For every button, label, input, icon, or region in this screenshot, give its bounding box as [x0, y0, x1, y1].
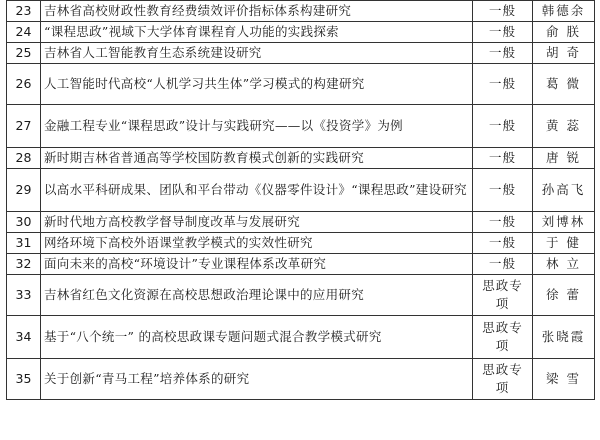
row-number: 28	[7, 148, 41, 169]
row-number: 35	[7, 359, 41, 400]
project-category: 一般	[473, 169, 533, 212]
row-number: 23	[7, 1, 41, 22]
project-title: 以高水平科研成果、团队和平台带动《仪器零件设计》“课程思政”建设研究	[41, 169, 473, 212]
table-row	[7, 275, 595, 316]
project-title: 关于创新“青马工程”培养体系的研究	[41, 359, 473, 400]
project-category: 思政专项	[473, 275, 533, 316]
project-title: 新时代地方高校教学督导制度改革与发展研究	[41, 212, 473, 233]
project-category: 一般	[473, 233, 533, 254]
project-title: “课程思政”视域下大学体育课程育人功能的实践探索	[41, 22, 473, 43]
project-title: 金融工程专业“课程思政”设计与实践研究——以《投资学》为例	[41, 105, 473, 148]
project-leader: 葛 微	[533, 64, 595, 105]
project-leader: 俞 朕	[533, 22, 595, 43]
project-title: 吉林省人工智能教育生态系统建设研究	[41, 43, 473, 64]
project-title: 吉林省红色文化资源在高校思想政治理论课中的应用研究	[41, 275, 473, 316]
project-leader: 黄 蕊	[533, 105, 595, 148]
project-leader: 张晓霞	[533, 316, 595, 359]
row-number: 26	[7, 64, 41, 105]
project-category: 一般	[473, 64, 533, 105]
project-leader: 孙高飞	[533, 169, 595, 212]
row-number: 29	[7, 169, 41, 212]
project-leader: 梁 雪	[533, 359, 595, 400]
table-row	[7, 64, 595, 105]
row-number: 30	[7, 212, 41, 233]
project-category: 一般	[473, 1, 533, 22]
project-category: 一般	[473, 43, 533, 64]
project-leader: 林 立	[533, 254, 595, 275]
project-title: 吉林省高校财政性教育经费绩效评价指标体系构建研究	[41, 1, 473, 22]
project-category: 一般	[473, 148, 533, 169]
project-title: 基于“八个统一” 的高校思政课专题问题式混合教学模式研究	[41, 316, 473, 359]
project-category: 思政专项	[473, 316, 533, 359]
project-category: 一般	[473, 22, 533, 43]
table-row	[7, 22, 595, 43]
row-number: 31	[7, 233, 41, 254]
table-row	[7, 254, 595, 275]
table-row	[7, 148, 595, 169]
project-leader: 徐 蕾	[533, 275, 595, 316]
project-category: 一般	[473, 212, 533, 233]
project-category: 一般	[473, 254, 533, 275]
project-leader: 于 健	[533, 233, 595, 254]
project-title: 新时期吉林省普通高等学校国防教育模式创新的实践研究	[41, 148, 473, 169]
project-table	[6, 0, 595, 400]
row-number: 27	[7, 105, 41, 148]
table-row	[7, 169, 595, 212]
project-title: 网络环境下高校外语课堂教学模式的实效性研究	[41, 233, 473, 254]
project-category: 一般	[473, 105, 533, 148]
project-leader: 刘博林	[533, 212, 595, 233]
row-number: 34	[7, 316, 41, 359]
project-leader: 唐 锐	[533, 148, 595, 169]
table-row	[7, 1, 595, 22]
table-row	[7, 316, 595, 359]
project-leader: 韩德余	[533, 1, 595, 22]
table-row	[7, 212, 595, 233]
project-leader: 胡 奇	[533, 43, 595, 64]
project-title: 面向未来的高校“环境设计”专业课程体系改革研究	[41, 254, 473, 275]
row-number: 24	[7, 22, 41, 43]
table-row	[7, 105, 595, 148]
table-row	[7, 359, 595, 400]
project-category: 思政专项	[473, 359, 533, 400]
row-number: 25	[7, 43, 41, 64]
row-number: 32	[7, 254, 41, 275]
project-title: 人工智能时代高校“人机学习共生体”学习模式的构建研究	[41, 64, 473, 105]
table-row	[7, 233, 595, 254]
table-row	[7, 43, 595, 64]
row-number: 33	[7, 275, 41, 316]
